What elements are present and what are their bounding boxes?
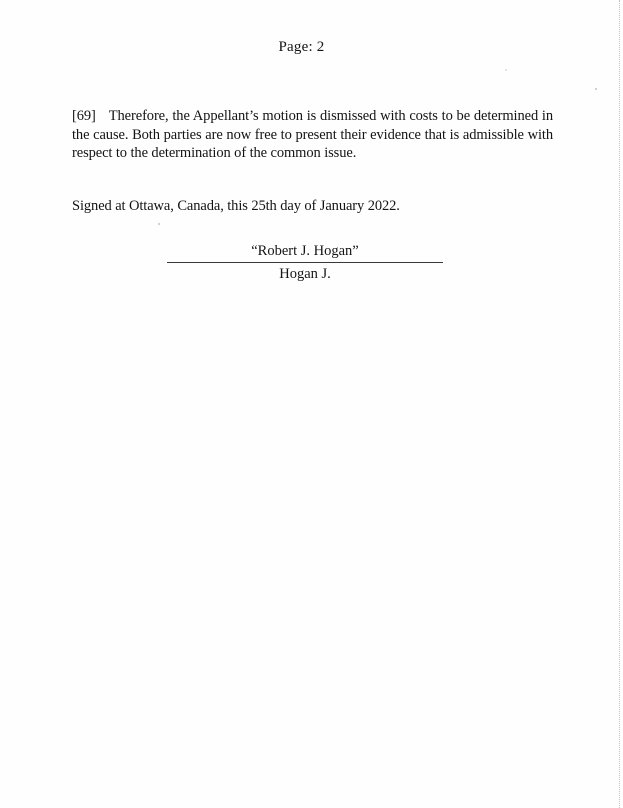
signature-name: “Robert J. Hogan” bbox=[167, 243, 443, 263]
signature-block bbox=[167, 243, 443, 283]
scan-artifact-line bbox=[619, 0, 620, 808]
signed-statement: Signed at Ottawa, Canada, this 25th day of January 2022. bbox=[72, 198, 400, 214]
paragraph-text: Therefore, the Appellant’s motion is dismissed with costs to be determined in the cause. Both parties are now free to present their evidence that is admissible with respect to the determination of the common issue. bbox=[72, 108, 553, 161]
page-number-header: Page: 2 bbox=[278, 39, 325, 55]
paragraph-number: [69] bbox=[72, 108, 96, 124]
scan-speck bbox=[595, 88, 597, 90]
scan-speck bbox=[158, 223, 160, 225]
signature-title: Hogan J. bbox=[279, 266, 331, 282]
scan-speck bbox=[505, 69, 507, 71]
paragraph-69 bbox=[72, 107, 553, 163]
